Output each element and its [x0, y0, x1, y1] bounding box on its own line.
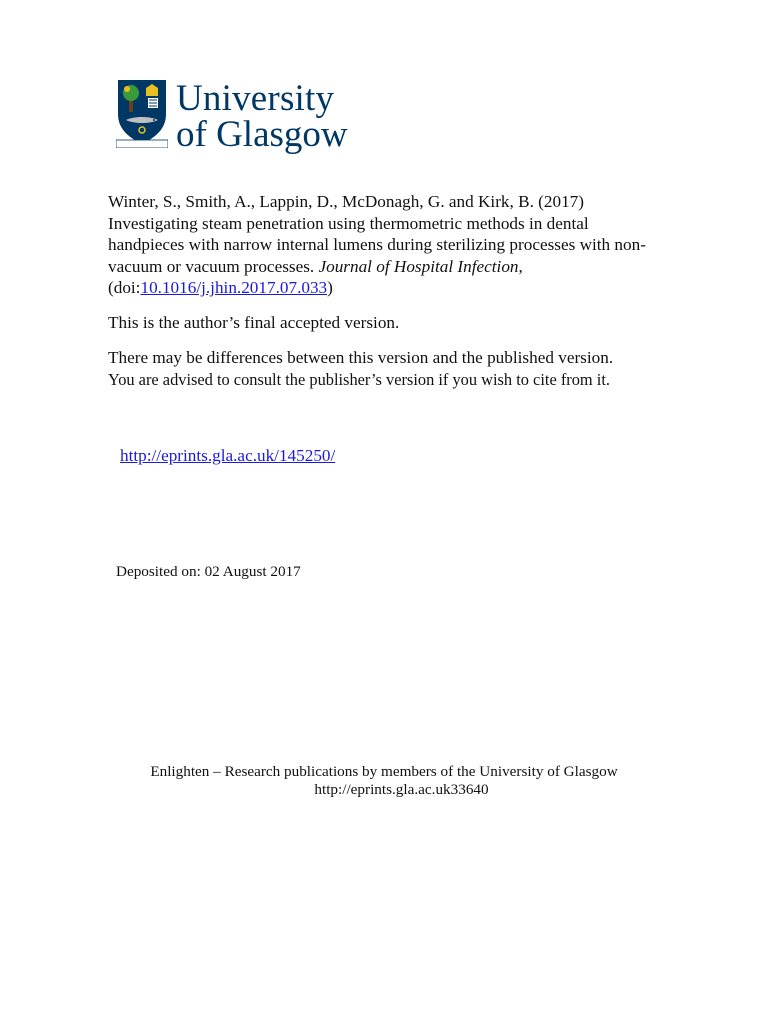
- version-differences-block: [108, 347, 668, 391]
- doi-prefix: (doi:: [108, 278, 141, 297]
- eprint-link[interactable]: http://eprints.gla.ac.uk/145250/: [120, 446, 336, 465]
- deposited-date: Deposited on: 02 August 2017: [116, 563, 301, 580]
- differences-notice: There may be differences between this version and the published version.: [108, 348, 614, 367]
- citation-block: [108, 191, 668, 299]
- university-logo: [116, 78, 348, 153]
- accepted-version-notice: This is the author’s final accepted version.: [108, 313, 400, 332]
- university-wordmark: [176, 78, 348, 153]
- footer-enlighten-text: Enlighten – Research publications by members of the University of Glasgow: [150, 763, 618, 780]
- citation-comma: ,: [518, 256, 523, 276]
- doi-link[interactable]: 10.1016/j.jhin.2017.07.033: [140, 278, 328, 297]
- journal-title: Journal of Hospital Infection: [318, 256, 519, 276]
- repository-footer: [0, 763, 768, 799]
- wordmark-line-1: University: [176, 78, 335, 119]
- wordmark-line-2: of Glasgow: [176, 114, 348, 155]
- citation-text: Winter, S., Smith, A., Lappin, D., McDonagh, G. and Kirk, B. (2017) Investigating steam penetration using thermometric methods in dental handpieces with narrow internal lumens during sterilizing processes with non-vacuum or vacuum processes.: [108, 192, 646, 276]
- footer-url: http://eprints.gla.ac.uk33640: [314, 781, 489, 798]
- university-crest-icon: [116, 78, 168, 148]
- doi-suffix: ): [327, 278, 333, 297]
- cite-advice-notice: You are advised to consult the publisher’s version if you wish to cite from it.: [108, 370, 610, 389]
